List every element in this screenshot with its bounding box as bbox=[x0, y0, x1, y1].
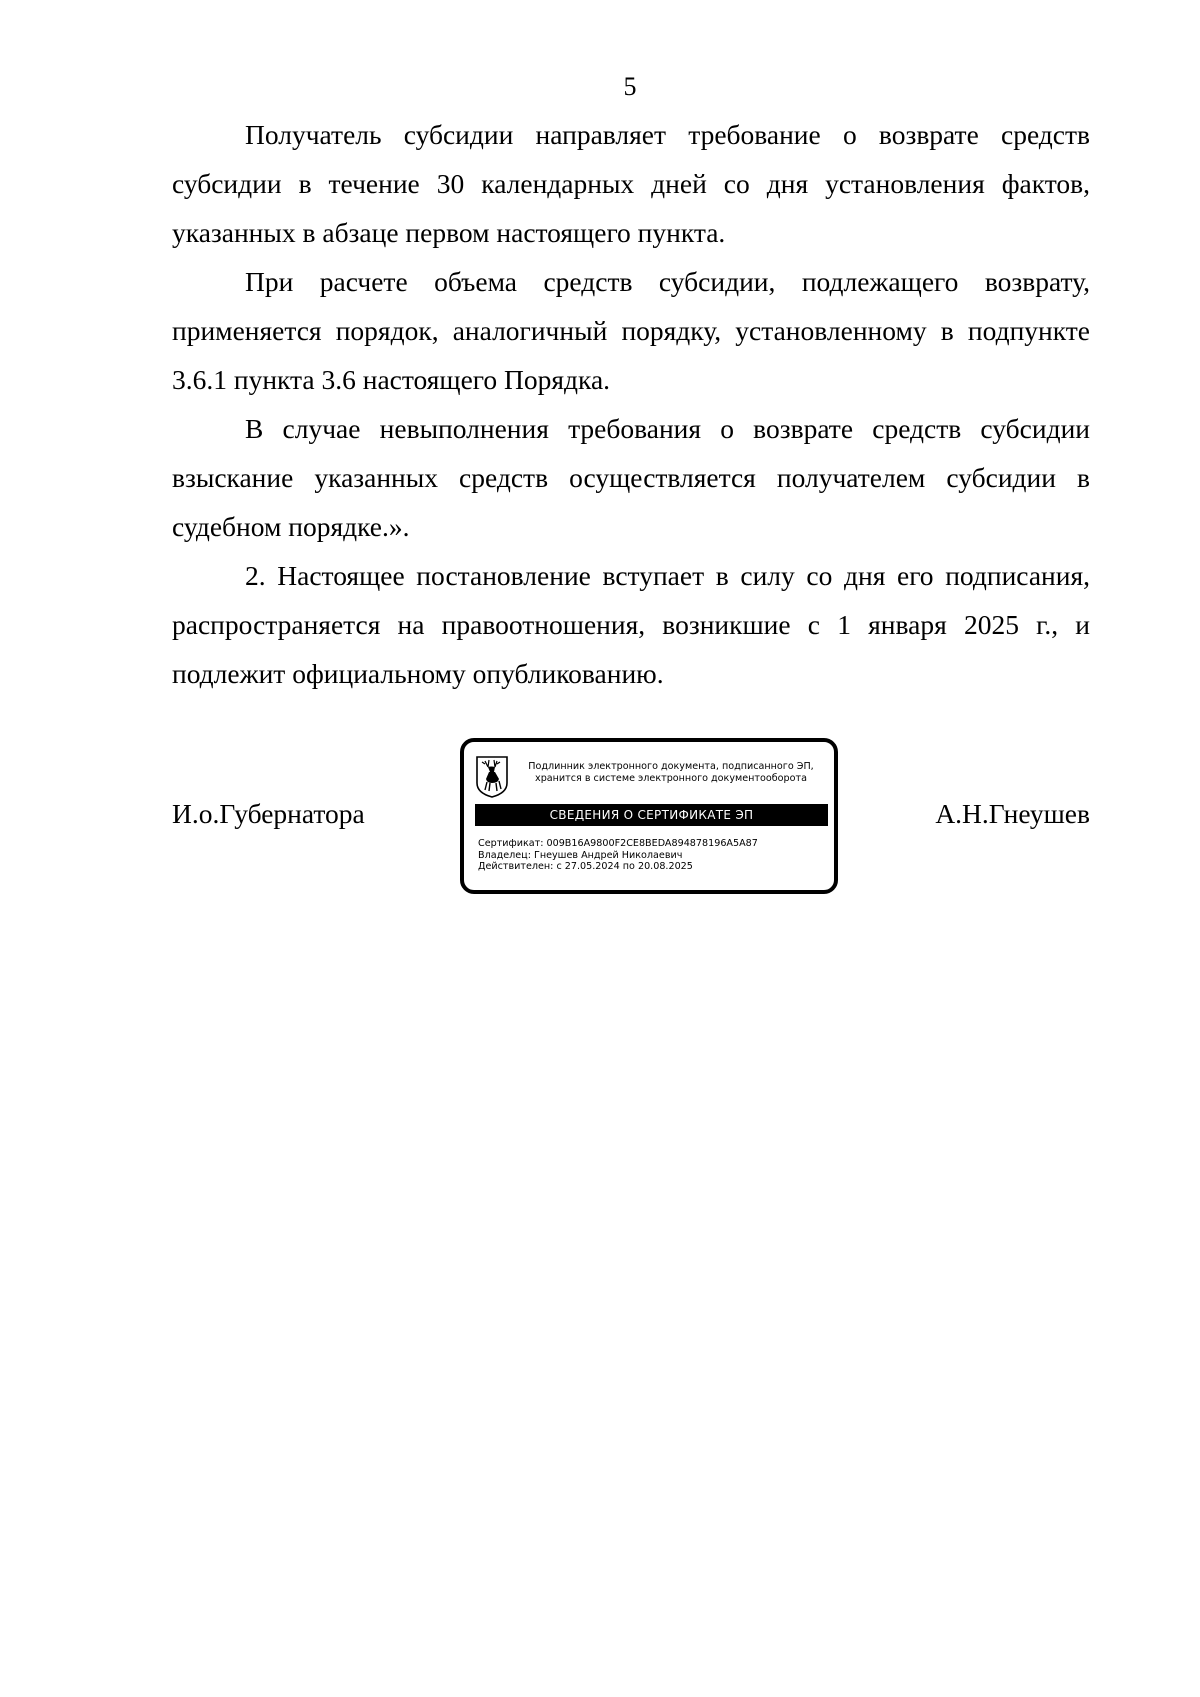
signer-position: И.о.Губернатора bbox=[172, 798, 365, 829]
deer-coat-of-arms-icon bbox=[475, 755, 509, 799]
certificate-owner: Владелец: Гнеушев Андрей Николаевич bbox=[478, 849, 683, 861]
paragraph-refund-calculation: При расчете объема средств субсидии, подлежащего возврату, применяется порядок, аналогичный порядку, установленному в подпункте 3.6.1 пункта 3.6 настоящего Порядка. bbox=[172, 266, 1090, 395]
stamp-header-line-1: Подлинник электронного документа, подписанного ЭП, bbox=[528, 761, 814, 772]
paragraph-court-recovery: В случае невыполнения требования о возврате средств субсидии взыскание указанных средств осуществляется получателем субсидии в судебном порядке.». bbox=[172, 413, 1090, 542]
stamp-header bbox=[510, 761, 832, 785]
electronic-signature-stamp bbox=[460, 738, 838, 894]
certificate-details bbox=[478, 838, 828, 873]
certificate-info-title: СВЕДЕНИЯ О СЕРТИФИКАТЕ ЭП bbox=[475, 804, 828, 826]
signer-name: А.Н.Гнеушев bbox=[935, 798, 1090, 829]
signature-block bbox=[172, 738, 1090, 908]
paragraph-entry-into-force: 2. Настоящее постановление вступает в силу со дня его подписания, распространяется на правоотношения, возникшие с 1 января 2025 г., и подлежит официальному опубликованию. bbox=[172, 560, 1090, 689]
certificate-validity: Действителен: с 27.05.2024 по 20.08.2025 bbox=[478, 861, 693, 872]
document-body bbox=[172, 110, 1090, 698]
stamp-header-line-2: хранится в системе электронного документооборота bbox=[535, 773, 807, 784]
paragraph-refund-demand: Получатель субсидии направляет требование о возврате средств субсидии в течение 30 календарных дней со дня установления фактов, указанных в абзаце первом настоящего пункта. bbox=[172, 119, 1090, 248]
certificate-number: Сертификат: 009B16A9800F2CE8BEDA894878196A5A87 bbox=[478, 838, 758, 849]
page-number: 5 bbox=[623, 72, 637, 101]
